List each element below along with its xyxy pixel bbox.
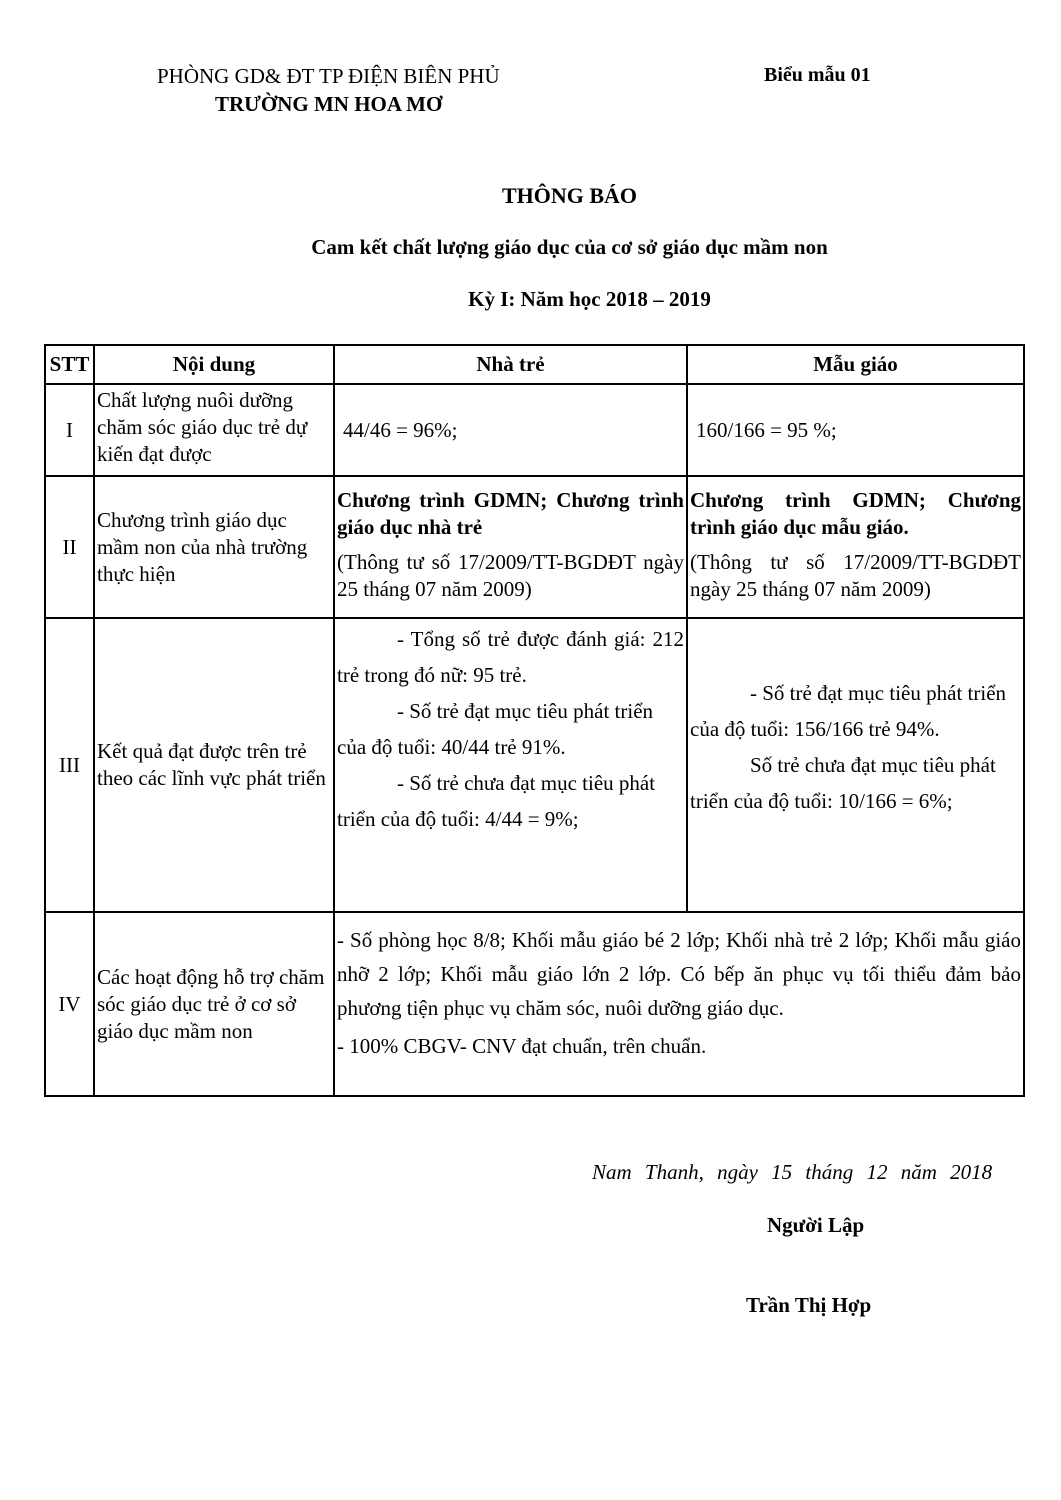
table-row (45, 384, 1024, 476)
mau-giao-cell (687, 618, 1024, 912)
school-name: TRƯỜNG MN HOA MƠ (215, 92, 443, 116)
nha-tre-cell (334, 476, 687, 618)
document-title: THÔNG BÁO (501, 183, 638, 208)
department-name: PHÒNG GD& ĐT TP ĐIỆN BIÊN PHỦ (157, 64, 500, 88)
table-row (45, 912, 1024, 1096)
nha-tre-result-not-achieved: - Số trẻ chưa đạt mục tiêu phát triển của độ tuổi: 4/44 = 9%; (337, 771, 656, 831)
mau-giao-result-achieved: - Số trẻ đạt mục tiêu phát triển của độ tuổi: 156/166 trẻ 94%. (690, 681, 1007, 741)
nha-tre-value: 44/46 = 96%; (334, 384, 687, 476)
row-number: III (45, 618, 94, 912)
mau-giao-result-not-achieved: Số trẻ chưa đạt mục tiêu phát triển của độ tuổi: 10/166 = 6%; (690, 753, 996, 813)
mau-giao-value: 160/166 = 95 %; (687, 384, 1024, 476)
signer-role: Người Lập (767, 1213, 865, 1237)
row-content: Kết quả đạt được trên trẻ theo các lĩnh vực phát triển (94, 618, 334, 912)
nha-tre-cell (334, 618, 687, 912)
header-content: Nội dung (94, 345, 334, 384)
activities-cell (334, 912, 1024, 1096)
row-number: II (45, 476, 94, 618)
header-mau-giao: Mẫu giáo (687, 345, 1024, 384)
table-row (45, 476, 1024, 618)
row-content: Chương trình giáo dục mầm non của nhà trường thực hiện (94, 476, 334, 618)
form-number: Biểu mẫu 01 (764, 64, 871, 86)
document-subtitle: Cam kết chất lượng giáo dục của cơ sở giáo dục mầm non (311, 235, 828, 259)
nha-tre-program: Chương trình GDMN; Chương trình giáo dục nhà trẻ (337, 488, 684, 539)
header-stt: STT (45, 345, 94, 384)
nha-tre-result-total: - Tổng số trẻ được đánh giá: 212 trẻ trong đó nữ: 95 trẻ. (337, 627, 684, 687)
school-term: Kỳ I: Năm học 2018 – 2019 (468, 287, 711, 311)
quality-commitment-table (44, 344, 1025, 1097)
mau-giao-program: Chương trình GDMN; Chương trình giáo dục mẫu giáo. (690, 488, 1021, 539)
place-date: Nam Thanh, ngày 15 tháng 12 năm 2018 (592, 1160, 993, 1184)
activities-facilities: - Số phòng học 8/8; Khối mẫu giáo bé 2 lớp; Khối nhà trẻ 2 lớp; Khối mẫu giáo nhỡ 2 lớp; Khối mẫu giáo lớn 2 lớp. Có bếp ăn phục vụ tối thiểu đảm bảo phương tiện phục vụ chăm sóc, nuôi dưỡng giáo dục. (337, 928, 1021, 1020)
signer-name: Trần Thị Hợp (746, 1293, 872, 1317)
nha-tre-result-achieved: - Số trẻ đạt mục tiêu phát triển của độ tuổi: 40/44 trẻ 91%. (337, 699, 654, 759)
row-content: Chất lượng nuôi dưỡng chăm sóc giáo dục trẻ dự kiến đạt được (94, 384, 334, 476)
nha-tre-circular: (Thông tư số 17/2009/TT-BGDĐT ngày 25 tháng 07 năm 2009) (337, 550, 684, 601)
activities-staff: - 100% CBGV- CNV đạt chuẩn, trên chuẩn. (337, 1034, 707, 1058)
table-row (45, 618, 1024, 912)
mau-giao-circular: (Thông tư số 17/2009/TT-BGDĐT ngày 25 tháng 07 năm 2009) (690, 550, 1021, 601)
table-header-row (45, 345, 1024, 384)
row-content: Các hoạt động hỗ trợ chăm sóc giáo dục trẻ ở cơ sở giáo dục mầm non (94, 912, 334, 1096)
row-number: I (45, 384, 94, 476)
header-nha-tre: Nhà trẻ (334, 345, 687, 384)
row-number: IV (45, 912, 94, 1096)
mau-giao-cell (687, 476, 1024, 618)
